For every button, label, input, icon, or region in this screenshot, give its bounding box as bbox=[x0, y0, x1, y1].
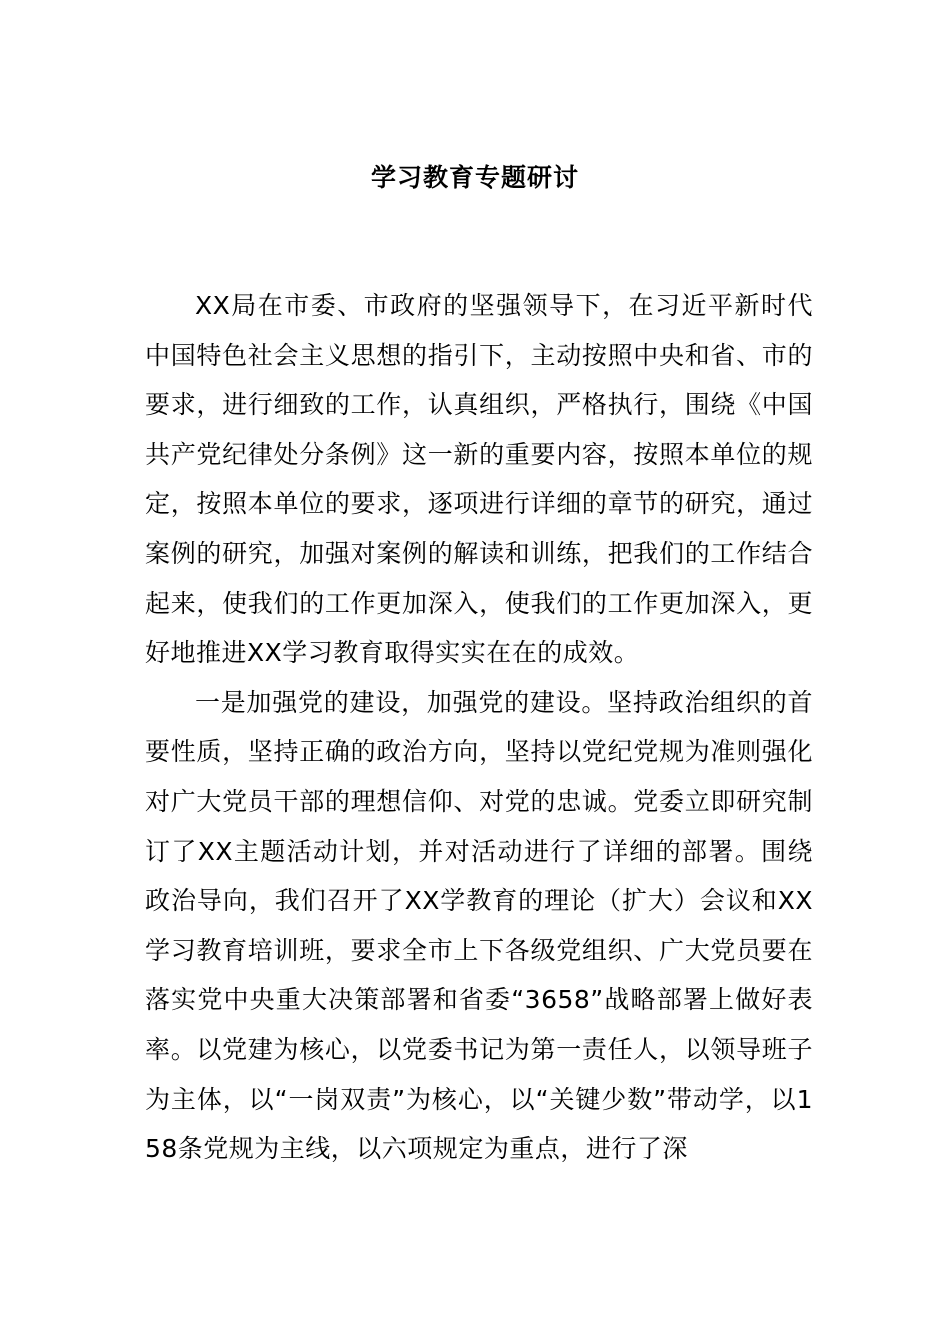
paragraph-1: XX局在市委、市政府的坚强领导下，在习近平新时代中国特色社会主义思想的指引下，主动按照中央和省、市的要求，进行细致的工作，认真组织，严格执行，围绕《中国共产党纪律处分条例》这一新的重要内容，按照本单位的规定，按照本单位的要求，逐项进行详细的章节的研究，通过案例的研究，加强对案例的解读和训练，把我们的工作结合起来，使我们的工作更加深入，使我们的工作更加深入，更好地推进XX学习教育取得实实在在的成效。 bbox=[145, 291, 813, 668]
paragraph-2: 一是加强党的建设，加强党的建设。坚持政治组织的首要性质，坚持正确的政治方向，坚持以党纪党规为准则强化对广大党员干部的理想信仰、对党的忠诚。党委立即研究制订了XX主题活动计划，并对活动进行了详细的部署。围绕政治导向，我们召开了XX学教育的理论（扩大）会议和XX学习教育培训班，要求全市上下各级党组织、广大党员要在落实党中央重大决策部署和省委“3658”战略部署上做好表率。以党建为核心，以党委书记为第一责任人，以领导班子为主体，以“一岗双责”为核心，以“关键少数”带动学，以158条党规为主线，以六项规定为重点，进行了深 bbox=[145, 687, 813, 1164]
document-title: 学习教育专题研讨 bbox=[370, 163, 579, 192]
document-body bbox=[145, 281, 813, 1174]
